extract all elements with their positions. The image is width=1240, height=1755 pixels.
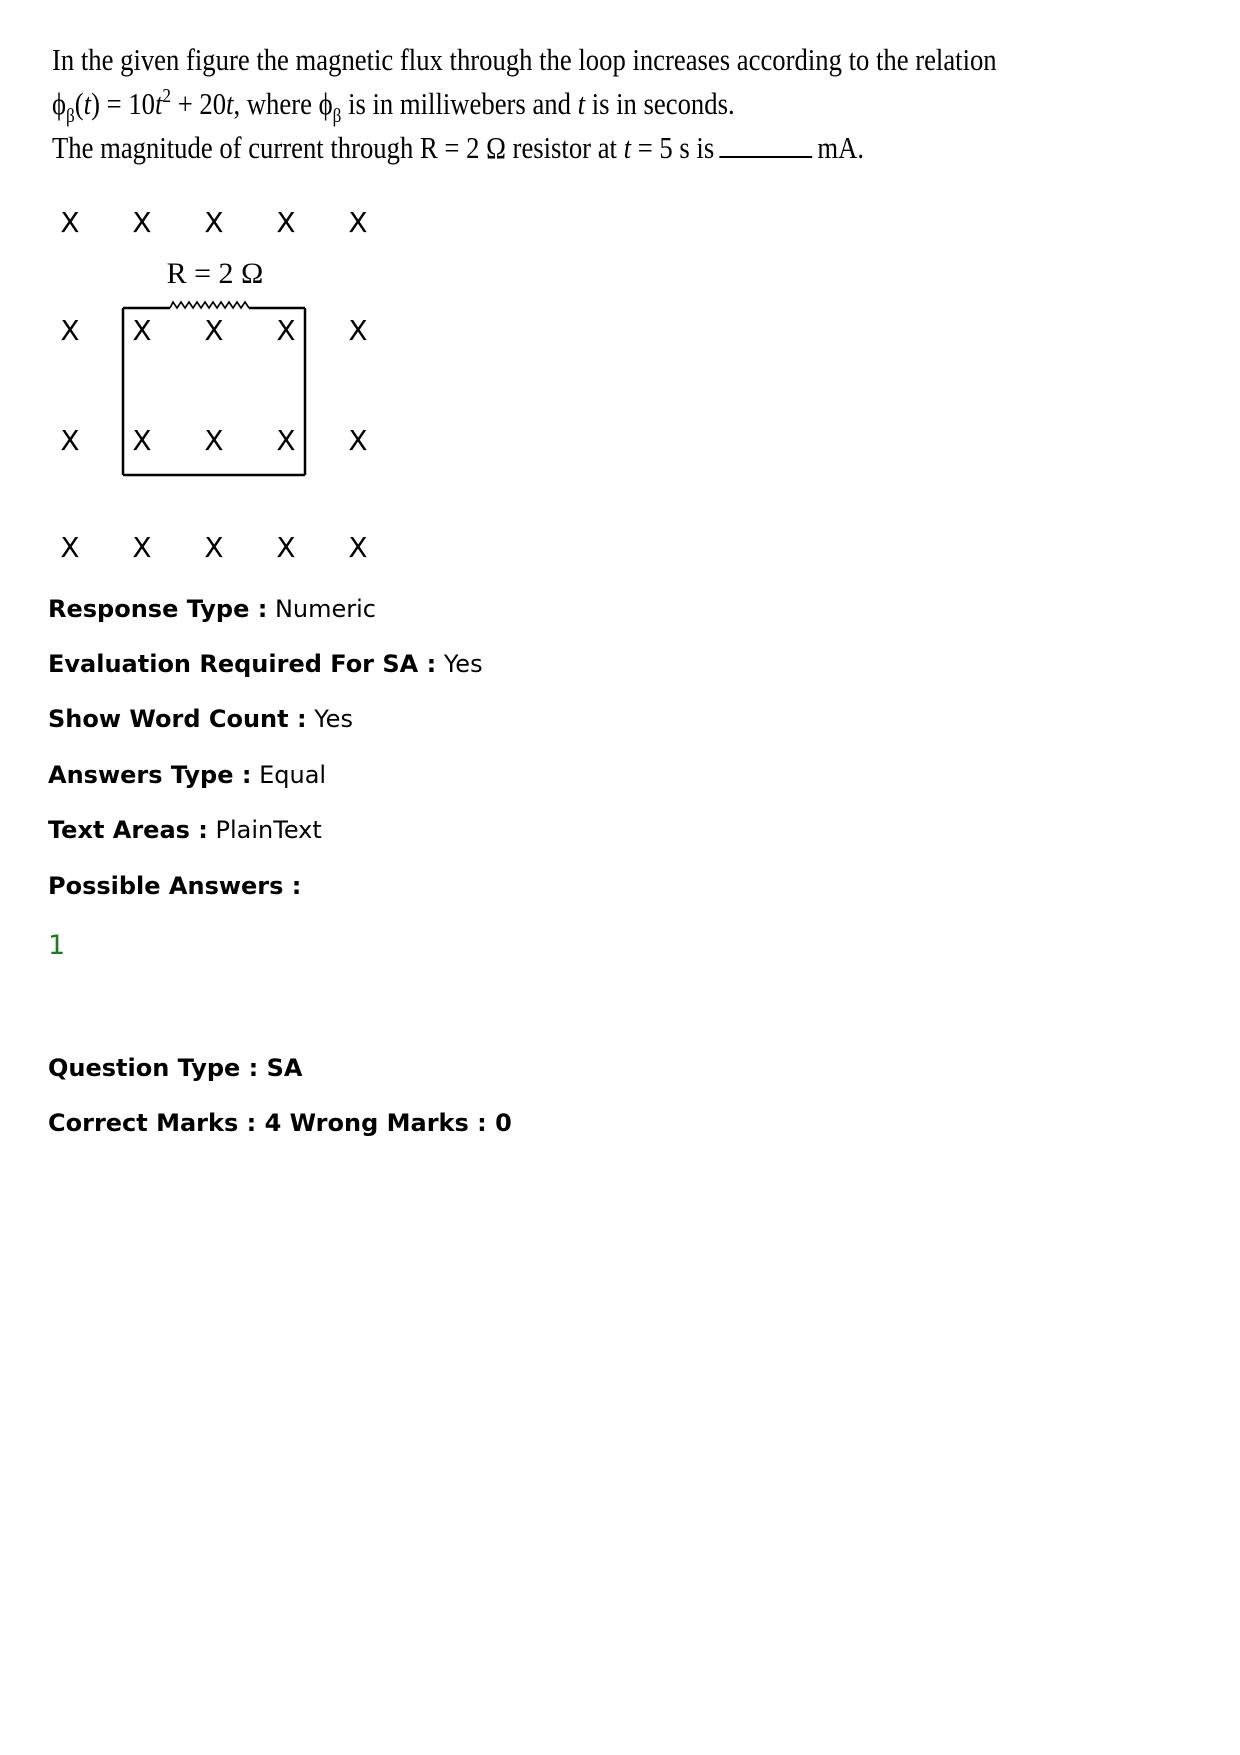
question-line-2: $\phi_\beta(t) = 10t^2 + 20t$, where $\phi_\beta$ is in milliwebers and t is in seconds. <box>52 85 735 127</box>
field-cross: X <box>204 424 224 457</box>
field-cross: X <box>348 206 368 239</box>
field-cross: X <box>348 531 368 564</box>
field-cross: X <box>60 531 80 564</box>
answers-type: Answers Type : Equal <box>48 761 327 789</box>
field-cross: X <box>132 531 152 564</box>
field-cross: X <box>204 206 224 239</box>
answer-blank <box>719 132 812 158</box>
question-type: Question Type : SA <box>48 1054 303 1082</box>
field-cross: X <box>348 424 368 457</box>
field-cross: X <box>60 206 80 239</box>
question-line-3: The magnitude of current through R = 2 Ω resistor at t = 5 s is mA. <box>52 130 865 165</box>
resistor-label: R = 2 Ω <box>166 257 264 290</box>
field-cross: X <box>276 206 296 239</box>
field-cross: X <box>60 424 80 457</box>
field-cross: X <box>132 206 152 239</box>
field-cross: X <box>276 314 296 347</box>
show-word-count: Show Word Count : Yes <box>48 705 353 733</box>
circuit-figure <box>50 205 390 575</box>
resistor-zigzag <box>170 302 249 308</box>
possible-answer-value: 1 <box>48 930 66 961</box>
evaluation-required: Evaluation Required For SA : Yes <box>48 650 483 678</box>
question-line-1: In the given figure the magnetic flux through the loop increases according to the relation <box>52 42 997 77</box>
field-cross: X <box>132 314 152 347</box>
question-text <box>52 38 997 170</box>
text-areas: Text Areas : PlainText <box>48 816 322 844</box>
field-cross: X <box>204 531 224 564</box>
field-cross: X <box>60 314 80 347</box>
marks: Correct Marks : 4 Wrong Marks : 0 <box>48 1109 512 1137</box>
field-cross: X <box>276 424 296 457</box>
field-cross: X <box>132 424 152 457</box>
possible-answers-label: Possible Answers : <box>48 872 302 900</box>
field-cross: X <box>204 314 224 347</box>
field-cross: X <box>348 314 368 347</box>
response-type: Response Type : Numeric <box>48 595 376 623</box>
field-cross: X <box>276 531 296 564</box>
